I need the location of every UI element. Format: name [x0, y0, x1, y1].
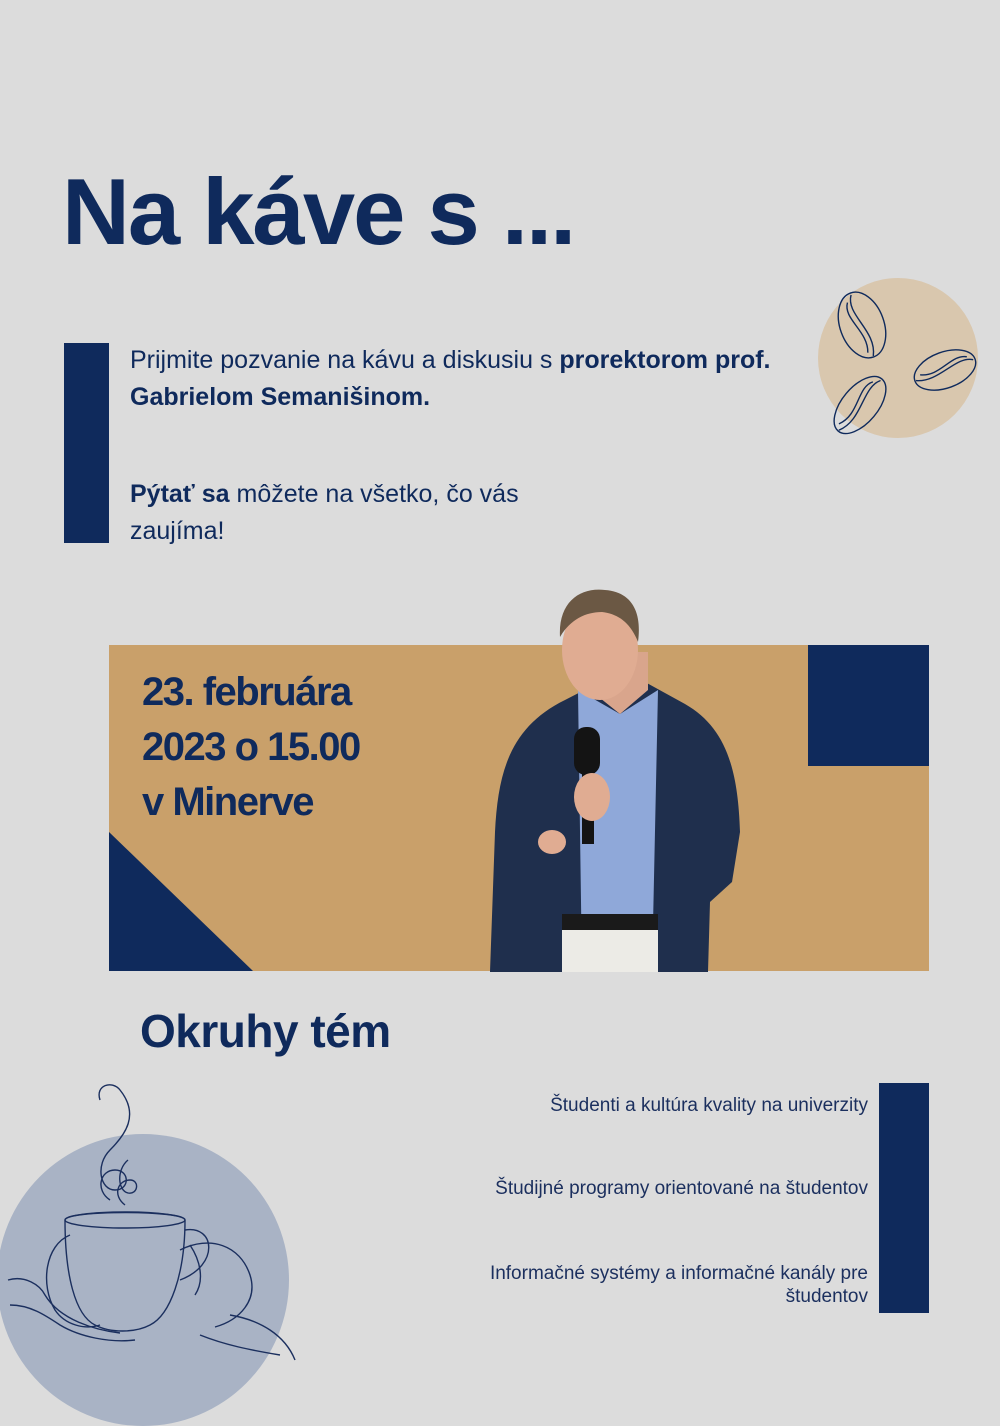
speaker-photo	[470, 582, 760, 972]
intro-accent-bar	[64, 343, 109, 543]
event-square-decoration	[808, 645, 929, 766]
topic-item: Študenti a kultúra kvality na univerzity	[550, 1095, 868, 1116]
ask-rest: môžete na všetko, čo vás zaujíma!	[130, 480, 519, 545]
poster-title: Na káve s ...	[62, 159, 575, 264]
topic-item: Študijné programy orientované na študentov	[495, 1178, 868, 1199]
topics-heading: Okruhy tém	[140, 1005, 391, 1057]
invitation-lead: Prijmite pozvanie na kávu a diskusiu s	[130, 346, 560, 374]
event-time: 2023 o 15.00	[142, 725, 360, 769]
invitation-text	[130, 342, 810, 416]
ask-bold: Pýtať sa	[130, 480, 230, 508]
event-triangle-decoration	[109, 832, 253, 971]
topics-accent-bar	[879, 1083, 929, 1313]
event-date-block	[142, 665, 482, 830]
invitation-highlight: prorektorom prof. Gabrielom Semanišinom.	[130, 346, 771, 411]
coffee-beans-icon	[820, 285, 990, 445]
event-place: v Minerve	[142, 780, 314, 824]
topic-item: Informačné systémy a informačné kanály pre študentov	[489, 1263, 868, 1307]
event-date: 23. februára	[142, 670, 351, 714]
ask-text	[130, 476, 550, 550]
coffee-cup-hands-icon	[0, 1075, 300, 1414]
